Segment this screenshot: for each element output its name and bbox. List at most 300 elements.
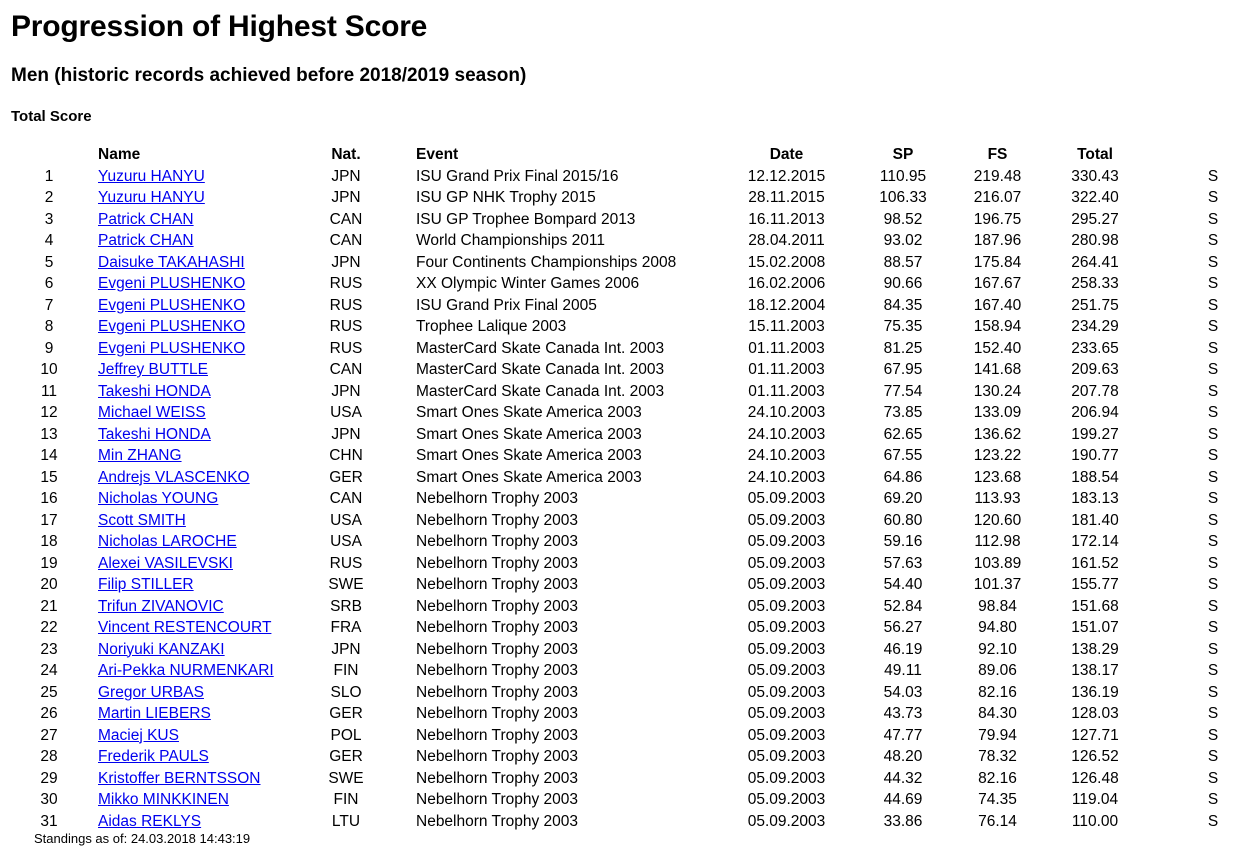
nationality-cell: RUS <box>329 339 363 357</box>
rank-cell: 22 <box>40 619 58 636</box>
total-score-cell: 234.29 <box>1071 318 1119 335</box>
total-score-cell: 322.40 <box>1071 189 1119 206</box>
rank-cell: 20 <box>40 576 58 593</box>
short-program-score-cell: 98.52 <box>883 210 923 228</box>
nationality-cell: JPN <box>331 640 361 658</box>
name-cell <box>90 574 302 596</box>
short-program-score-cell: 33.86 <box>883 812 923 830</box>
total-score-cell: 251.75 <box>1071 296 1119 314</box>
table-row <box>8 424 1252 446</box>
date-cell: 05.09.2003 <box>747 683 826 701</box>
status-flag-cell: S <box>1207 318 1219 335</box>
table-header-row <box>8 144 1252 166</box>
free-skating-score-cell: 196.75 <box>973 210 1022 228</box>
skater-name-link[interactable]: Scott SMITH <box>98 511 186 529</box>
date-cell: 05.09.2003 <box>747 791 826 808</box>
date-cell: 15.11.2003 <box>748 318 825 335</box>
skater-name-link[interactable]: Michael WEISS <box>98 404 206 421</box>
name-cell <box>90 682 302 704</box>
header-nat: Nat. <box>331 146 361 163</box>
page-subtitle: Men (historic records achieved before 2018/2019 season) <box>11 65 527 86</box>
total-score-cell: 207.78 <box>1071 382 1119 400</box>
event-cell: Nebelhorn Trophy 2003 <box>416 640 579 658</box>
table-row <box>8 510 1252 532</box>
event-cell: Nebelhorn Trophy 2003 <box>416 619 579 636</box>
event-cell: Smart Ones Skate America 2003 <box>416 447 642 464</box>
nationality-cell: FIN <box>333 791 359 808</box>
free-skating-score-cell: 167.40 <box>973 296 1022 314</box>
status-flag-cell: S <box>1207 361 1219 378</box>
nationality-cell: POL <box>330 726 362 744</box>
table-row <box>8 703 1252 725</box>
total-score-cell: 295.27 <box>1071 210 1119 228</box>
event-cell: World Championships 2011 <box>416 232 605 249</box>
status-flag-cell: S <box>1207 769 1219 787</box>
date-cell: 05.09.2003 <box>747 597 826 615</box>
name-cell <box>90 381 302 403</box>
page-title: Progression of Highest Score <box>11 10 428 43</box>
skater-name-link[interactable]: Takeshi HONDA <box>98 425 211 443</box>
date-cell: 05.09.2003 <box>747 812 826 830</box>
nationality-cell: JPN <box>331 189 361 206</box>
short-program-score-cell: 59.16 <box>883 533 923 550</box>
total-score-cell: 138.17 <box>1071 662 1119 679</box>
status-flag-cell: S <box>1207 232 1219 249</box>
nationality-cell: JPN <box>331 425 361 443</box>
header-sp: SP <box>892 146 914 163</box>
free-skating-score-cell: 78.32 <box>978 748 1017 765</box>
rank-cell: 2 <box>44 189 54 206</box>
short-program-score-cell: 90.66 <box>883 275 923 292</box>
short-program-score-cell: 48.20 <box>883 748 923 765</box>
name-cell <box>90 617 302 639</box>
free-skating-score-cell: 219.48 <box>973 167 1022 185</box>
short-program-score-cell: 88.57 <box>883 253 923 271</box>
name-cell <box>90 209 302 231</box>
status-flag-cell: S <box>1207 404 1219 421</box>
event-cell: MasterCard Skate Canada Int. 2003 <box>416 339 665 357</box>
table-row <box>8 467 1252 489</box>
nationality-cell: CAN <box>329 210 363 228</box>
rank-cell: 13 <box>40 425 58 443</box>
name-cell <box>90 445 302 467</box>
free-skating-score-cell: 103.89 <box>973 554 1022 572</box>
table-row <box>8 682 1252 704</box>
status-flag-cell: S <box>1207 490 1219 507</box>
name-cell <box>90 402 302 424</box>
short-program-score-cell: 62.65 <box>883 425 923 443</box>
skater-name-link[interactable]: Evgeni PLUSHENKO <box>98 275 246 292</box>
nationality-cell: SLO <box>330 683 362 701</box>
date-cell: 05.09.2003 <box>747 705 826 722</box>
status-flag-cell: S <box>1207 791 1219 808</box>
free-skating-score-cell: 89.06 <box>978 662 1017 679</box>
table-body <box>8 166 1252 833</box>
table-row <box>8 230 1252 252</box>
rank-cell: 10 <box>40 361 58 378</box>
free-skating-score-cell: 101.37 <box>973 576 1022 593</box>
skater-name-link[interactable]: Nicholas YOUNG <box>98 490 219 507</box>
date-cell: 05.09.2003 <box>747 554 826 572</box>
event-cell: Smart Ones Skate America 2003 <box>416 468 642 486</box>
status-flag-cell: S <box>1207 468 1219 486</box>
short-program-score-cell: 49.11 <box>884 662 922 679</box>
status-flag-cell: S <box>1207 275 1219 292</box>
skater-name-link[interactable]: Patrick CHAN <box>98 210 194 228</box>
date-cell: 01.11.2003 <box>748 382 825 400</box>
date-cell: 15.02.2008 <box>747 253 826 271</box>
total-score-cell: 188.54 <box>1071 468 1119 486</box>
skater-name-link[interactable]: Trifun ZIVANOVIC <box>98 597 224 615</box>
rank-cell: 11 <box>40 382 58 400</box>
free-skating-score-cell: 130.24 <box>973 382 1022 400</box>
short-program-score-cell: 73.85 <box>883 404 923 421</box>
skater-name-link[interactable]: Ari-Pekka NURMENKARI <box>98 662 274 679</box>
event-cell: Nebelhorn Trophy 2003 <box>416 511 579 529</box>
skater-name-link[interactable]: Yuzuru HANYU <box>98 189 205 206</box>
header-event: Event <box>416 146 459 163</box>
short-program-score-cell: 84.35 <box>883 296 923 314</box>
score-progression-table <box>8 144 1252 832</box>
skater-name-link[interactable]: Vincent RESTENCOURT <box>98 619 272 636</box>
status-flag-cell: S <box>1207 554 1219 572</box>
short-program-score-cell: 93.02 <box>883 232 923 249</box>
free-skating-score-cell: 120.60 <box>973 511 1022 529</box>
skater-name-link[interactable]: Noriyuki KANZAKI <box>98 640 225 658</box>
skater-name-link[interactable]: Filip STILLER <box>98 576 194 593</box>
nationality-cell: CAN <box>329 232 363 249</box>
free-skating-score-cell: 123.22 <box>973 447 1022 464</box>
skater-name-link[interactable]: Evgeni PLUSHENKO <box>98 339 246 357</box>
event-cell: Nebelhorn Trophy 2003 <box>416 683 579 701</box>
table-row <box>8 725 1252 747</box>
skater-name-link[interactable]: Daisuke TAKAHASHI <box>98 253 245 271</box>
skater-name-link[interactable]: Nicholas LAROCHE <box>98 533 237 550</box>
name-cell <box>90 295 302 317</box>
rank-cell: 24 <box>40 662 58 679</box>
rank-cell: 28 <box>40 748 58 765</box>
name-cell <box>90 811 302 833</box>
status-flag-cell: S <box>1207 167 1219 185</box>
rank-cell: 6 <box>44 275 54 292</box>
date-cell: 05.09.2003 <box>747 619 826 636</box>
name-cell <box>90 316 302 338</box>
table-row <box>8 596 1252 618</box>
standings-timestamp: Standings as of: 24.03.2018 14:43:19 <box>34 831 251 846</box>
skater-name-link[interactable]: Gregor URBAS <box>98 683 204 701</box>
total-score-cell: 172.14 <box>1071 533 1119 550</box>
short-program-score-cell: 67.55 <box>883 447 923 464</box>
nationality-cell: GER <box>329 705 363 722</box>
date-cell: 28.04.2011 <box>748 232 825 249</box>
table-row <box>8 381 1252 403</box>
rank-cell: 14 <box>40 447 58 464</box>
rank-cell: 17 <box>40 511 58 529</box>
short-program-score-cell: 52.84 <box>883 597 923 615</box>
name-cell <box>90 639 302 661</box>
name-cell <box>90 725 302 747</box>
short-program-score-cell: 54.03 <box>883 683 923 701</box>
status-flag-cell: S <box>1207 705 1219 722</box>
event-cell: Nebelhorn Trophy 2003 <box>416 748 579 765</box>
total-score-cell: 181.40 <box>1071 511 1119 529</box>
rank-cell: 3 <box>44 210 54 228</box>
event-cell: Nebelhorn Trophy 2003 <box>416 597 579 615</box>
date-cell: 24.10.2003 <box>747 404 826 421</box>
short-program-score-cell: 44.69 <box>883 791 923 808</box>
nationality-cell: CAN <box>329 490 363 507</box>
name-cell <box>90 252 302 274</box>
name-cell <box>90 166 302 188</box>
date-cell: 05.09.2003 <box>747 748 826 765</box>
rank-cell: 25 <box>40 683 58 701</box>
table-row <box>8 768 1252 790</box>
table-row <box>8 789 1252 811</box>
skater-name-link[interactable]: Patrick CHAN <box>98 232 194 249</box>
event-cell: Nebelhorn Trophy 2003 <box>416 662 579 679</box>
total-score-cell: 209.63 <box>1071 361 1119 378</box>
nationality-cell: CAN <box>329 361 363 378</box>
total-score-cell: 151.07 <box>1071 619 1119 636</box>
name-cell <box>90 768 302 790</box>
rank-cell: 27 <box>40 726 58 744</box>
date-cell: 24.10.2003 <box>747 447 826 464</box>
date-cell: 01.11.2003 <box>748 339 825 357</box>
event-cell: Nebelhorn Trophy 2003 <box>416 726 579 744</box>
free-skating-score-cell: 136.62 <box>973 425 1022 443</box>
short-program-score-cell: 44.32 <box>883 769 923 787</box>
name-cell <box>90 660 302 682</box>
table-row <box>8 402 1252 424</box>
event-cell: Smart Ones Skate America 2003 <box>416 425 642 443</box>
total-score-cell: 127.71 <box>1071 726 1119 744</box>
rank-cell: 8 <box>44 318 54 335</box>
date-cell: 24.10.2003 <box>747 425 826 443</box>
short-program-score-cell: 69.20 <box>883 490 923 507</box>
skater-name-link[interactable]: Mikko MINKKINEN <box>98 791 229 808</box>
name-cell <box>90 488 302 510</box>
nationality-cell: JPN <box>331 253 361 271</box>
name-cell <box>90 746 302 768</box>
total-score-cell: 126.52 <box>1071 748 1119 765</box>
table-row <box>8 209 1252 231</box>
free-skating-score-cell: 76.14 <box>978 812 1017 830</box>
total-score-cell: 138.29 <box>1071 640 1119 658</box>
rank-cell: 7 <box>44 296 54 314</box>
name-cell <box>90 338 302 360</box>
date-cell: 05.09.2003 <box>747 490 826 507</box>
status-flag-cell: S <box>1207 425 1219 443</box>
short-program-score-cell: 106.33 <box>879 189 927 206</box>
rank-cell: 26 <box>40 705 58 722</box>
status-flag-cell: S <box>1207 726 1219 744</box>
name-cell <box>90 424 302 446</box>
total-score-cell: 136.19 <box>1071 683 1119 701</box>
nationality-cell: JPN <box>331 167 361 185</box>
table-row <box>8 445 1252 467</box>
status-flag-cell: S <box>1207 576 1219 593</box>
event-cell: Smart Ones Skate America 2003 <box>416 404 642 421</box>
status-flag-cell: S <box>1207 640 1219 658</box>
short-program-score-cell: 77.54 <box>883 382 923 400</box>
event-cell: Nebelhorn Trophy 2003 <box>416 812 579 830</box>
total-score-cell: 155.77 <box>1071 576 1119 593</box>
total-score-cell: 190.77 <box>1071 447 1119 464</box>
short-program-score-cell: 56.27 <box>883 619 923 636</box>
free-skating-score-cell: 74.35 <box>978 791 1017 808</box>
free-skating-score-cell: 94.80 <box>978 619 1017 636</box>
date-cell: 05.09.2003 <box>747 769 826 787</box>
name-cell <box>90 230 302 252</box>
total-score-cell: 280.98 <box>1071 232 1119 249</box>
table-row <box>8 187 1252 209</box>
date-cell: 18.12.2004 <box>747 296 826 314</box>
name-cell <box>90 531 302 553</box>
total-score-cell: 206.94 <box>1071 404 1119 421</box>
status-flag-cell: S <box>1207 597 1219 615</box>
short-program-score-cell: 46.19 <box>883 640 923 658</box>
header-date: Date <box>769 146 804 163</box>
rank-cell: 15 <box>40 468 58 486</box>
short-program-score-cell: 81.25 <box>883 339 923 357</box>
rank-cell: 9 <box>44 339 54 357</box>
short-program-score-cell: 57.63 <box>883 554 923 572</box>
name-cell <box>90 596 302 618</box>
table-row <box>8 295 1252 317</box>
header-flag <box>1144 144 1252 166</box>
table-row <box>8 531 1252 553</box>
rank-cell: 5 <box>44 253 54 271</box>
free-skating-score-cell: 216.07 <box>973 189 1022 206</box>
short-program-score-cell: 75.35 <box>883 318 923 335</box>
rank-cell: 16 <box>40 490 58 507</box>
total-score-cell: 151.68 <box>1071 597 1119 615</box>
nationality-cell: USA <box>330 404 362 421</box>
status-flag-cell: S <box>1207 662 1219 679</box>
table-row <box>8 166 1252 188</box>
date-cell: 16.02.2006 <box>747 275 826 292</box>
event-cell: MasterCard Skate Canada Int. 2003 <box>416 382 665 400</box>
free-skating-score-cell: 92.10 <box>978 640 1017 658</box>
event-cell: Four Continents Championships 2008 <box>416 253 677 271</box>
skater-name-link[interactable]: Yuzuru HANYU <box>98 167 205 185</box>
event-cell: XX Olympic Winter Games 2006 <box>416 275 640 292</box>
table-row <box>8 316 1252 338</box>
name-cell <box>90 359 302 381</box>
total-score-cell: 233.65 <box>1071 339 1119 357</box>
status-flag-cell: S <box>1207 253 1219 271</box>
section-heading: Total Score <box>11 108 92 125</box>
date-cell: 05.09.2003 <box>747 511 826 529</box>
rank-cell: 21 <box>40 597 58 615</box>
free-skating-score-cell: 113.93 <box>974 490 1021 507</box>
table-row <box>8 553 1252 575</box>
event-cell: MasterCard Skate Canada Int. 2003 <box>416 361 665 378</box>
date-cell: 05.09.2003 <box>747 533 826 550</box>
status-flag-cell: S <box>1207 210 1219 228</box>
total-score-cell: 126.48 <box>1071 769 1119 787</box>
header-total: Total <box>1077 146 1113 163</box>
total-score-cell: 110.00 <box>1071 812 1119 830</box>
total-score-cell: 199.27 <box>1071 425 1119 443</box>
total-score-cell: 183.13 <box>1071 490 1119 507</box>
short-program-score-cell: 67.95 <box>883 361 923 378</box>
short-program-score-cell: 60.80 <box>883 511 923 529</box>
event-cell: Nebelhorn Trophy 2003 <box>416 576 579 593</box>
skater-name-link[interactable]: Evgeni PLUSHENKO <box>98 318 246 335</box>
skater-name-link[interactable]: Martin LIEBERS <box>98 705 211 722</box>
status-flag-cell: S <box>1207 533 1219 550</box>
free-skating-score-cell: 187.96 <box>973 232 1022 249</box>
event-cell: ISU Grand Prix Final 2005 <box>416 296 597 314</box>
event-cell: Nebelhorn Trophy 2003 <box>416 769 579 787</box>
date-cell: 05.09.2003 <box>747 576 826 593</box>
rank-cell: 19 <box>40 554 58 572</box>
short-program-score-cell: 64.86 <box>883 468 923 486</box>
event-cell: ISU GP NHK Trophy 2015 <box>416 189 596 206</box>
nationality-cell: RUS <box>329 296 363 314</box>
free-skating-score-cell: 141.68 <box>973 361 1022 378</box>
event-cell: Nebelhorn Trophy 2003 <box>416 705 579 722</box>
skater-name-link[interactable]: Takeshi HONDA <box>98 382 211 400</box>
rank-cell: 31 <box>40 812 58 830</box>
status-flag-cell: S <box>1207 339 1219 357</box>
event-cell: ISU Grand Prix Final 2015/16 <box>416 167 619 185</box>
skater-name-link[interactable]: Alexei VASILEVSKI <box>98 554 233 572</box>
status-flag-cell: S <box>1207 812 1219 830</box>
nationality-cell: JPN <box>331 382 361 400</box>
header-rank <box>8 144 90 166</box>
skater-name-link[interactable]: Andrejs VLASCENKO <box>98 468 250 486</box>
skater-name-link[interactable]: Frederik PAULS <box>98 748 209 765</box>
skater-name-link[interactable]: Kristoffer BERNTSSON <box>98 769 261 787</box>
rank-cell: 1 <box>44 167 54 185</box>
short-program-score-cell: 47.77 <box>883 726 923 744</box>
header-name: Name <box>98 146 141 163</box>
free-skating-score-cell: 84.30 <box>978 705 1017 722</box>
skater-name-link[interactable]: Maciej KUS <box>98 726 179 744</box>
free-skating-score-cell: 82.16 <box>978 769 1017 787</box>
skater-name-link[interactable]: Evgeni PLUSHENKO <box>98 296 246 314</box>
nationality-cell: GER <box>329 748 363 765</box>
nationality-cell: USA <box>330 533 362 550</box>
rank-cell: 29 <box>40 769 58 787</box>
date-cell: 16.11.2013 <box>748 210 825 228</box>
table-row <box>8 746 1252 768</box>
skater-name-link[interactable]: Min ZHANG <box>98 447 182 464</box>
name-cell <box>90 510 302 532</box>
date-cell: 12.12.2015 <box>747 167 826 185</box>
free-skating-score-cell: 98.84 <box>978 597 1017 615</box>
free-skating-score-cell: 82.16 <box>978 683 1017 701</box>
free-skating-score-cell: 123.68 <box>973 468 1022 486</box>
table-row <box>8 273 1252 295</box>
nationality-cell: CHN <box>329 447 363 464</box>
skater-name-link[interactable]: Jeffrey BUTTLE <box>98 361 208 378</box>
table-row <box>8 811 1252 833</box>
table-row <box>8 488 1252 510</box>
date-cell: 05.09.2003 <box>747 662 826 679</box>
name-cell <box>90 187 302 209</box>
date-cell: 01.11.2003 <box>748 361 825 378</box>
total-score-cell: 258.33 <box>1071 275 1119 292</box>
total-score-cell: 161.52 <box>1071 554 1119 572</box>
header-fs: FS <box>987 146 1008 163</box>
table-row <box>8 359 1252 381</box>
nationality-cell: SWE <box>328 576 364 593</box>
nationality-cell: FIN <box>333 662 359 679</box>
skater-name-link[interactable]: Aidas REKLYS <box>98 812 202 830</box>
